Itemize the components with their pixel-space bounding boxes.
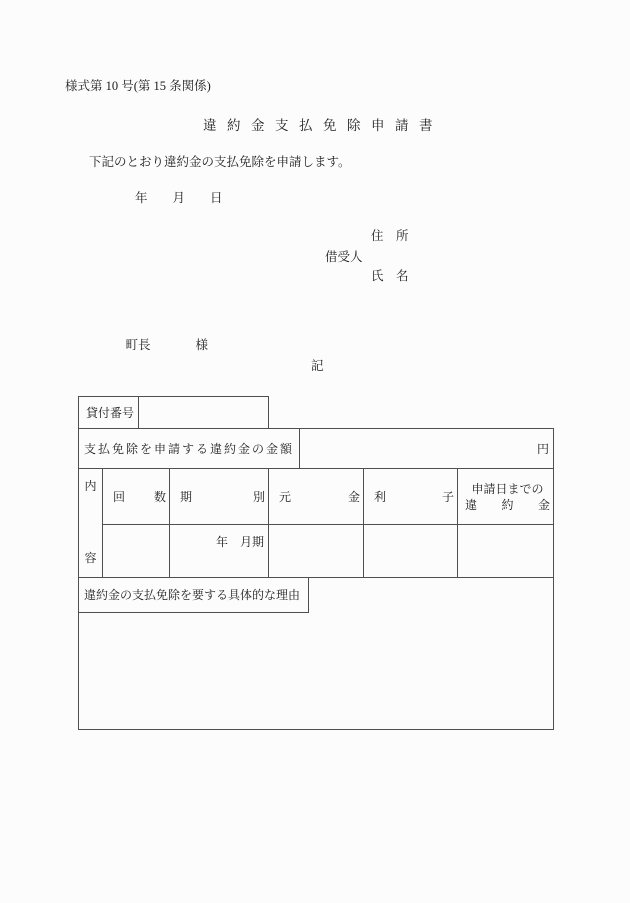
recipient-title: 町長 (125, 337, 151, 352)
principal-value-cell (268, 524, 364, 578)
interest-value-cell (363, 524, 458, 578)
col-header-period-char-2: 別 (252, 489, 265, 504)
col-header-principal-char-2: 金 (347, 489, 360, 504)
borrower-label: 借受人 (325, 250, 363, 264)
contents-label-char-1: 内 (84, 479, 97, 493)
address-label: 住 所 (371, 229, 409, 243)
reason-label-cell: 違約金の支払免除を要する具体的な理由 (78, 577, 309, 613)
amount-unit-label: 円 (536, 441, 549, 456)
recipient-line (113, 326, 208, 364)
col-header-penalty-line1: 申請日までの (471, 481, 544, 496)
col-header-penalty-char-3: 金 (537, 497, 550, 512)
col-header-times-char-1: 回 (113, 489, 126, 504)
col-header-interest-char-1: 利 (374, 489, 387, 504)
contents-label-char-2: 容 (84, 551, 97, 565)
recipient-honorific: 様 (195, 337, 209, 352)
col-header-period-char-1: 期 (180, 489, 193, 504)
penalty-value-cell (457, 524, 554, 578)
col-header-penalty (457, 468, 554, 525)
date-line: 年 月 日 (135, 191, 223, 205)
times-value-cell (102, 524, 170, 578)
amount-value-cell (299, 428, 554, 469)
page-title: 違約金支払免除申請書 (203, 118, 443, 133)
section-marker: 記 (311, 359, 324, 373)
col-header-principal-char-1: 元 (279, 489, 292, 504)
amount-label-cell: 支払免除を申請する違約金の金額 (78, 428, 300, 469)
col-header-times (102, 468, 170, 525)
col-header-penalty-char-2: 約 (501, 497, 514, 512)
col-header-times-char-2: 数 (153, 489, 166, 504)
contents-header-cell (78, 468, 103, 578)
col-header-penalty-line2 (465, 497, 550, 513)
col-header-period (169, 468, 269, 525)
col-header-interest-char-2: 子 (441, 489, 454, 504)
form-number: 様式第 10 号(第 15 条関係) (65, 79, 211, 93)
col-header-interest (363, 468, 458, 525)
period-value-cell: 年 月期 (169, 524, 269, 578)
loan-number-label-cell: 貸付番号 (78, 396, 139, 429)
name-label: 氏 名 (371, 269, 409, 283)
col-header-penalty-char-1: 違 (465, 497, 478, 512)
loan-number-value-cell (138, 396, 269, 429)
col-header-principal (268, 468, 364, 525)
declaration-text: 下記のとおり違約金の支払免除を申請します。 (89, 155, 351, 169)
